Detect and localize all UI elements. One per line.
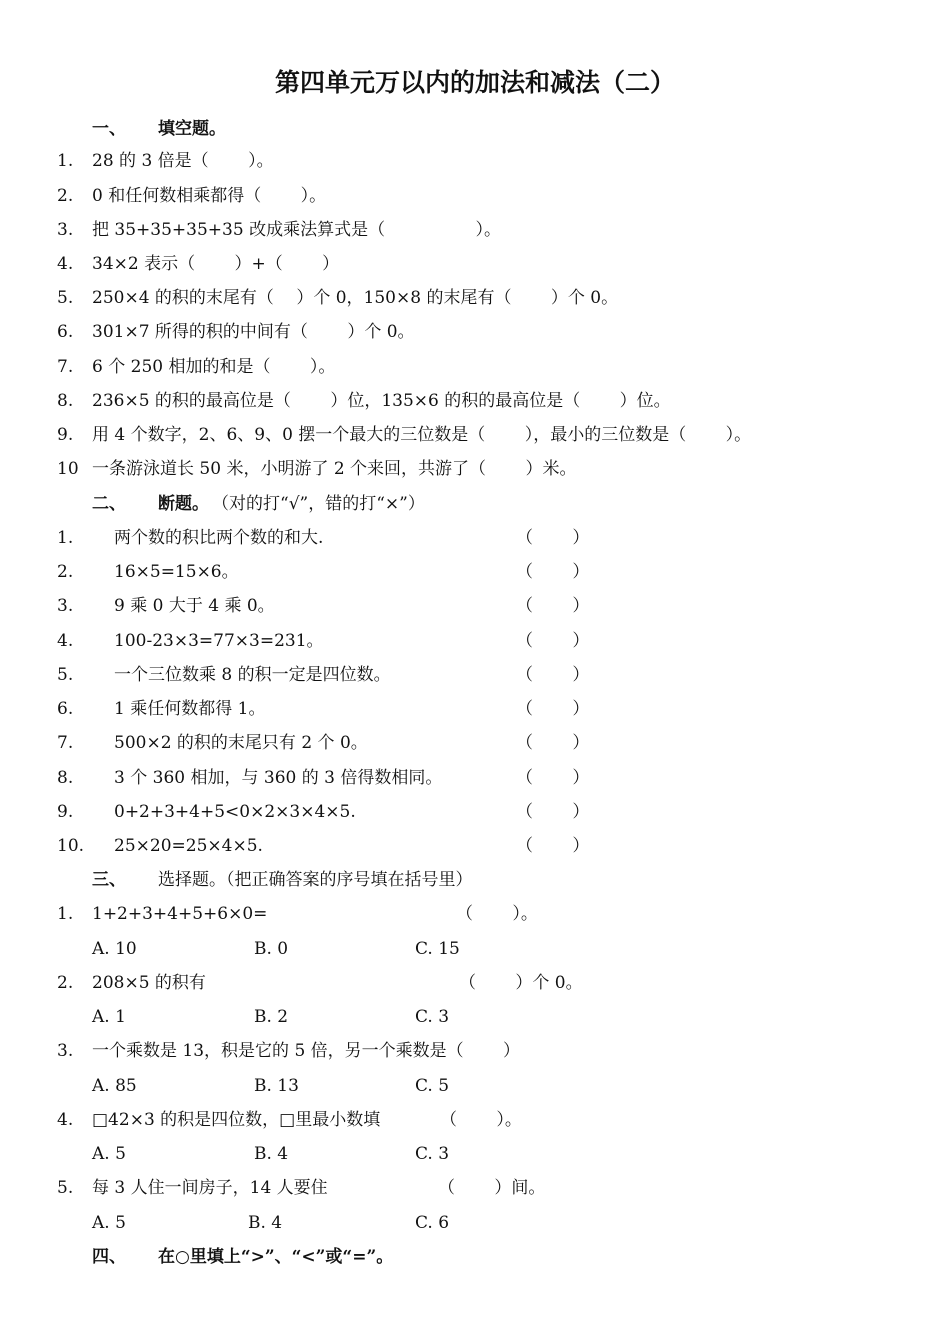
option-b: B. 2 bbox=[254, 1007, 289, 1027]
list-item: 两个数的积比两个数的和大. bbox=[114, 528, 324, 548]
page-title: 第四单元万以内的加法和减法（二） bbox=[274, 68, 675, 97]
list-item: 28 的 3 倍是（ ）。 bbox=[92, 151, 274, 171]
option-b: B. 4 bbox=[254, 1144, 289, 1164]
option-c: C. 3 bbox=[415, 1007, 450, 1027]
answer-bracket: （ ） bbox=[516, 768, 590, 788]
section4-label: 在○里填上“>”、“<”或“=”。 bbox=[158, 1247, 394, 1267]
list-item: 25×20=25×4×5. bbox=[114, 836, 263, 856]
list-item: 0+2+3+4+5<0×2×3×4×5. bbox=[114, 802, 356, 822]
option-c: C. 3 bbox=[415, 1144, 450, 1164]
list-item: 3 个 360 相加，与 360 的 3 倍得数相同。 bbox=[114, 768, 443, 788]
answer-bracket: （ ）个 0。 bbox=[459, 973, 583, 993]
option-b: B. 13 bbox=[254, 1076, 299, 1096]
question-text: 208×5 的积有 bbox=[92, 973, 206, 993]
answer-bracket: （ ）间。 bbox=[438, 1178, 546, 1198]
list-item-number: 9. bbox=[57, 802, 74, 822]
list-item: 16×5=15×6。 bbox=[114, 562, 239, 582]
answer-bracket: （ ） bbox=[516, 562, 590, 582]
option-b: B. 4 bbox=[248, 1213, 283, 1233]
question-text: □42×3 的积是四位数，□里最小数填 bbox=[92, 1110, 381, 1130]
list-item-number: 4. bbox=[57, 254, 74, 274]
answer-bracket: （ ）。 bbox=[440, 1110, 522, 1130]
answer-bracket: （ ） bbox=[516, 596, 590, 616]
list-item: 500×2 的积的末尾只有 2 个 0。 bbox=[114, 733, 368, 753]
section3-label: 选择题。（把正确答案的序号填在括号里） bbox=[158, 870, 473, 890]
list-item-number: 10. bbox=[57, 836, 85, 856]
list-item: 34×2 表示（ ）+（ ） bbox=[92, 254, 340, 274]
list-item: 301×7 所得的积的中间有（ ）个 0。 bbox=[92, 322, 415, 342]
answer-bracket: （ ） bbox=[516, 836, 590, 856]
list-item: 一个三位数乘 8 的积一定是四位数。 bbox=[114, 665, 391, 685]
question-number: 2. bbox=[57, 973, 74, 993]
list-item: 6 个 250 相加的和是（ ）。 bbox=[92, 357, 336, 377]
option-b: B. 0 bbox=[254, 939, 289, 959]
section1-number: 一、 bbox=[92, 119, 126, 139]
question-text: 一个乘数是 13，积是它的 5 倍，另一个乘数是（ ） bbox=[92, 1041, 521, 1061]
answer-bracket: （ ） bbox=[516, 733, 590, 753]
list-item: 用 4 个数字，2、6、9、0 摆一个最大的三位数是（ ），最小的三位数是（ ）。 bbox=[92, 425, 752, 445]
answer-bracket: （ ）。 bbox=[456, 904, 538, 924]
list-item: 一条游泳道长 50 米，小明游了 2 个来回，共游了（ ）米。 bbox=[92, 459, 577, 479]
option-a: A. 85 bbox=[92, 1076, 137, 1096]
answer-bracket: （ ） bbox=[516, 528, 590, 548]
answer-bracket: （ ） bbox=[516, 802, 590, 822]
list-item: 100-23×3=77×3=231。 bbox=[114, 631, 324, 651]
list-item-number: 5. bbox=[57, 665, 74, 685]
option-c: C. 6 bbox=[415, 1213, 450, 1233]
list-item-number: 5. bbox=[57, 288, 74, 308]
question-number: 1. bbox=[57, 904, 74, 924]
list-item-number: 2. bbox=[57, 186, 74, 206]
list-item: 250×4 的积的末尾有（ ）个 0，150×8 的末尾有（ ）个 0。 bbox=[92, 288, 619, 308]
list-item: 0 和任何数相乘都得（ ）。 bbox=[92, 186, 327, 206]
option-c: C. 5 bbox=[415, 1076, 450, 1096]
section2-number: 二、 bbox=[92, 494, 126, 514]
question-number: 5. bbox=[57, 1178, 74, 1198]
option-c: C. 15 bbox=[415, 939, 460, 959]
list-item: 236×5 的积的最高位是（ ）位，135×6 的积的最高位是（ ）位。 bbox=[92, 391, 671, 411]
answer-bracket: （ ） bbox=[516, 699, 590, 719]
section2-note: （对的打“√”，错的打“×”） bbox=[212, 494, 425, 514]
option-a: A. 10 bbox=[92, 939, 137, 959]
list-item-number: 8. bbox=[57, 391, 74, 411]
list-item-number: 1. bbox=[57, 528, 74, 548]
list-item-number: 9. bbox=[57, 425, 74, 445]
question-text: 1+2+3+4+5+6×0= bbox=[92, 904, 268, 924]
list-item-number: 6. bbox=[57, 322, 74, 342]
list-item-number: 6. bbox=[57, 699, 74, 719]
list-item-number: 1. bbox=[57, 151, 74, 171]
question-number: 3. bbox=[57, 1041, 74, 1061]
section1-label: 填空题。 bbox=[158, 119, 226, 139]
question-text: 每 3 人住一间房子，14 人要住 bbox=[92, 1178, 328, 1198]
list-item-number: 2. bbox=[57, 562, 74, 582]
list-item-number: 3. bbox=[57, 220, 74, 240]
list-item-number: 4. bbox=[57, 631, 74, 651]
list-item: 1 乘任何数都得 1。 bbox=[114, 699, 266, 719]
list-item-number: 7. bbox=[57, 357, 74, 377]
list-item: 把 35+35+35+35 改成乘法算式是（ ）。 bbox=[92, 220, 501, 240]
answer-bracket: （ ） bbox=[516, 665, 590, 685]
section3-number: 三、 bbox=[92, 870, 126, 890]
list-item: 9 乘 0 大于 4 乘 0。 bbox=[114, 596, 275, 616]
option-a: A. 5 bbox=[92, 1144, 126, 1164]
option-a: A. 1 bbox=[92, 1007, 126, 1027]
list-item-number: 8. bbox=[57, 768, 74, 788]
section4-number: 四、 bbox=[92, 1247, 126, 1267]
list-item-number: 3. bbox=[57, 596, 74, 616]
section2-label: 断题。 bbox=[158, 494, 209, 514]
list-item-number: 10 bbox=[57, 459, 79, 479]
question-number: 4. bbox=[57, 1110, 74, 1130]
option-a: A. 5 bbox=[92, 1213, 126, 1233]
list-item-number: 7. bbox=[57, 733, 74, 753]
answer-bracket: （ ） bbox=[516, 631, 590, 651]
